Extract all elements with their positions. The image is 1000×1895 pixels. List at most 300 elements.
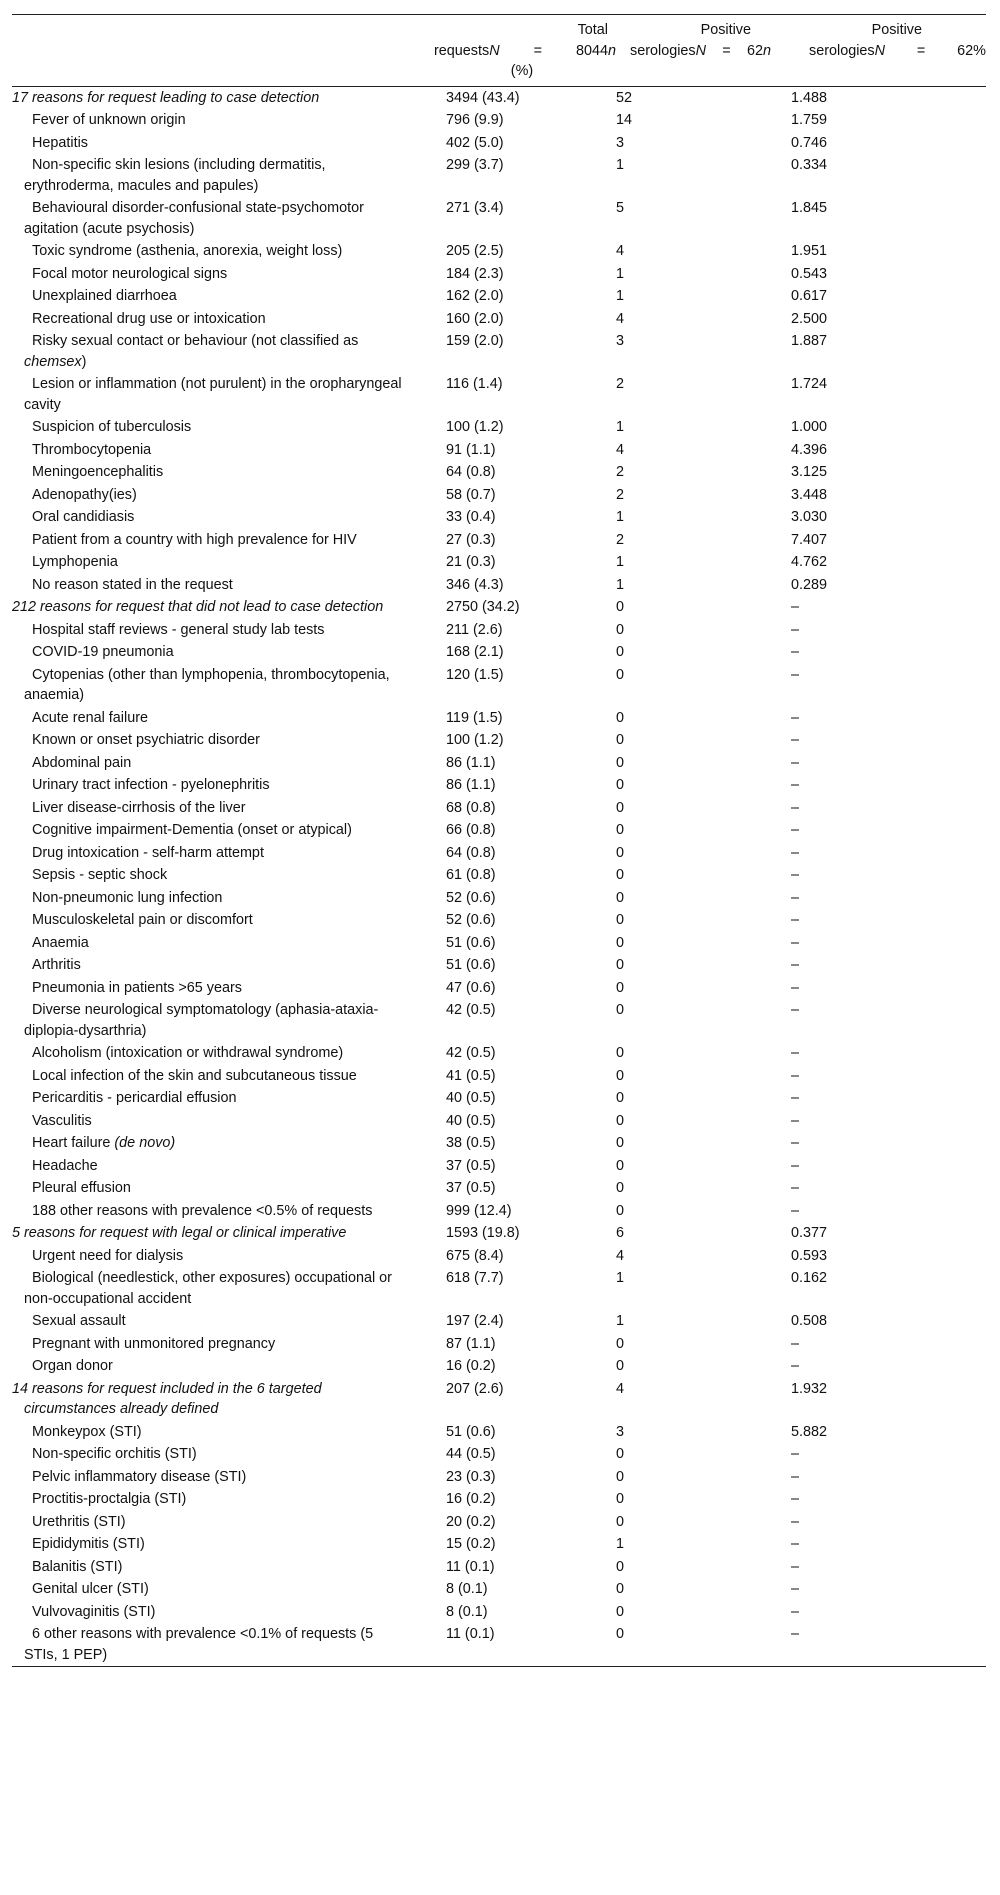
reason-cell: Monkeypox (STI): [32, 1423, 142, 1440]
positive-percent-cell: –: [791, 1045, 800, 1061]
positive-percent-cell: –: [791, 777, 800, 793]
reason-cell: Drug intoxication - self-harm attempt: [32, 844, 264, 861]
positive-count-cell: 1: [616, 288, 625, 304]
header-positive-serologies: Positive serologiesN = 62n: [630, 22, 771, 59]
reason-cell: Cytopenias (other than lymphopenia, thrombocytopenia, anaemia): [24, 666, 390, 703]
positive-count-cell: 0: [616, 1468, 625, 1485]
reason-cell: 188 other reasons with prevalence <0.5% of requests: [32, 1202, 373, 1219]
table-row: [12, 1488, 986, 1511]
positive-count-cell: 14: [616, 112, 633, 128]
positive-percent-cell: 1.724: [791, 376, 828, 392]
positive-percent-cell: 3.125: [791, 464, 828, 480]
positive-percent-cell: –: [791, 709, 800, 726]
positive-percent-cell: –: [791, 1468, 800, 1485]
positive-percent-cell: 1.887: [791, 333, 828, 349]
total-requests-cell: 11 (0.1): [446, 1558, 495, 1575]
reason-cell: Diverse neurological symptomatology (aphasia-ataxia-diplopia-dysarthria): [24, 1002, 379, 1039]
reason-cell: Non-specific orchitis (STI): [32, 1446, 197, 1462]
table-row: [12, 1355, 986, 1378]
total-requests-cell: 38 (0.5): [446, 1135, 496, 1151]
positive-percent-cell: –: [791, 754, 800, 771]
total-requests-cell: 40 (0.5): [446, 1090, 496, 1106]
total-requests-cell: 999 (12.4): [446, 1202, 512, 1219]
total-requests-cell: 41 (0.5): [446, 1067, 496, 1084]
positive-percent-cell: –: [791, 1626, 800, 1642]
reason-cell: Headache: [32, 1157, 98, 1174]
total-requests-cell: 52 (0.6): [446, 889, 496, 906]
positive-count-cell: 1: [616, 265, 625, 282]
positive-count-cell: 4: [616, 1247, 625, 1264]
positive-count-cell: 2: [616, 531, 625, 548]
table-row: [12, 132, 986, 155]
table-row: [12, 1466, 986, 1489]
positive-count-cell: 1: [616, 576, 625, 593]
total-requests-cell: 91 (1.1): [446, 441, 496, 458]
reason-cell: Proctitis-proctalgia (STI): [32, 1491, 187, 1507]
reason-cell: 14 reasons for request included in the 6 targeted circumstances already defined: [12, 1380, 322, 1417]
table-row: [12, 1087, 986, 1110]
positive-count-cell: 5: [616, 200, 625, 216]
positive-count-cell: 4: [616, 243, 625, 259]
table-row: [12, 954, 986, 977]
total-requests-cell: 3494 (43.4): [446, 89, 520, 106]
positive-percent-cell: –: [791, 934, 800, 951]
group-row: [12, 1378, 986, 1421]
reason-cell: Genital ulcer (STI): [32, 1581, 149, 1597]
header-total-requests: Total requestsN = 8044n (%): [434, 22, 616, 79]
total-requests-cell: 197 (2.4): [446, 1313, 504, 1329]
total-requests-cell: 299 (3.7): [446, 157, 504, 173]
positive-count-cell: 0: [616, 1446, 625, 1462]
table-row: [12, 1623, 986, 1667]
table-row: [12, 864, 986, 887]
table-row: [12, 1155, 986, 1178]
positive-percent-cell: 5.882: [791, 1423, 828, 1440]
positive-percent-cell: –: [791, 1581, 800, 1597]
table-row: [12, 1310, 986, 1333]
table-row: [12, 707, 986, 730]
positive-percent-cell: –: [791, 1446, 800, 1462]
total-requests-cell: 207 (2.6): [446, 1380, 504, 1397]
positive-percent-cell: 0.289: [791, 576, 828, 593]
total-requests-cell: 100 (1.2): [446, 732, 504, 748]
table-row: [12, 1333, 986, 1356]
positive-count-cell: 0: [616, 732, 625, 748]
table-row: [12, 574, 986, 597]
positive-percent-cell: 1.845: [791, 200, 828, 216]
positive-percent-cell: 3.030: [791, 509, 828, 525]
reason-cell: Suspicion of tuberculosis: [32, 419, 192, 435]
reason-cell: 5 reasons for request with legal or clinical imperative: [12, 1225, 347, 1241]
total-requests-cell: 160 (2.0): [446, 310, 504, 327]
table-row: [12, 729, 986, 752]
table-row: [12, 1042, 986, 1065]
table-row: [12, 641, 986, 664]
positive-percent-cell: –: [791, 1513, 800, 1530]
table-row: [12, 887, 986, 910]
positive-percent-cell: 1.951: [791, 243, 828, 259]
reason-cell: 212 reasons for request that did not lead to case detection: [12, 599, 384, 615]
positive-percent-cell: 0.543: [791, 265, 828, 282]
positive-count-cell: 0: [616, 1157, 625, 1174]
table-row: [12, 909, 986, 932]
total-requests-cell: 64 (0.8): [446, 464, 496, 480]
total-requests-cell: 2750 (34.2): [446, 599, 520, 615]
group-row: [12, 86, 986, 109]
positive-count-cell: 0: [616, 644, 625, 660]
reason-cell: Heart failure (de novo): [32, 1135, 176, 1151]
positive-count-cell: 0: [616, 599, 625, 615]
total-requests-cell: 33 (0.4): [446, 509, 496, 525]
reason-cell: Urgent need for dialysis: [32, 1247, 184, 1264]
total-requests-cell: 37 (0.5): [446, 1180, 496, 1196]
total-requests-cell: 66 (0.8): [446, 822, 496, 838]
total-requests-cell: 11 (0.1): [446, 1626, 495, 1642]
positive-count-cell: 4: [616, 1380, 625, 1397]
table-body: [12, 86, 986, 1667]
positive-count-cell: 52: [616, 89, 633, 106]
positive-percent-cell: –: [791, 599, 800, 615]
reason-cell: Patient from a country with high prevalence for HIV: [32, 531, 357, 548]
total-requests-cell: 20 (0.2): [446, 1513, 496, 1530]
positive-percent-cell: –: [791, 666, 800, 683]
reason-cell: Urinary tract infection - pyelonephritis: [32, 777, 270, 793]
positive-count-cell: 0: [616, 889, 625, 906]
positive-count-cell: 2: [616, 464, 625, 480]
total-requests-cell: 8 (0.1): [446, 1581, 488, 1597]
positive-count-cell: 6: [616, 1225, 625, 1241]
reason-cell: Pelvic inflammatory disease (STI): [32, 1468, 247, 1485]
reason-cell: Abdominal pain: [32, 754, 132, 771]
positive-count-cell: 1: [616, 1270, 625, 1286]
reason-cell: Cognitive impairment-Dementia (onset or atypical): [32, 822, 352, 838]
reason-cell: Pericarditis - pericardial effusion: [32, 1090, 237, 1106]
reason-cell: No reason stated in the request: [32, 576, 233, 593]
reason-cell: Acute renal failure: [32, 709, 148, 726]
total-requests-cell: 27 (0.3): [446, 531, 496, 548]
reason-cell: Hepatitis: [32, 134, 88, 151]
total-requests-cell: 618 (7.7): [446, 1270, 504, 1286]
total-requests-cell: 100 (1.2): [446, 419, 504, 435]
positive-count-cell: 0: [616, 754, 625, 771]
positive-count-cell: 0: [616, 1513, 625, 1530]
reason-cell: Balanitis (STI): [32, 1558, 123, 1575]
total-requests-cell: 51 (0.6): [446, 934, 496, 951]
positive-percent-cell: –: [791, 1335, 800, 1352]
positive-percent-cell: –: [791, 1067, 800, 1084]
reason-cell: Organ donor: [32, 1358, 113, 1374]
table-row: [12, 1110, 986, 1133]
table-row: [12, 154, 986, 197]
total-requests-cell: 159 (2.0): [446, 333, 504, 349]
positive-percent-cell: 1.932: [791, 1380, 828, 1397]
positive-percent-cell: –: [791, 1002, 800, 1018]
positive-percent-cell: 4.762: [791, 554, 828, 570]
table-row: [12, 529, 986, 552]
reason-cell: Musculoskeletal pain or discomfort: [32, 912, 253, 928]
table-row: [12, 1533, 986, 1556]
total-requests-cell: 21 (0.3): [446, 554, 496, 570]
positive-count-cell: 0: [616, 822, 625, 838]
positive-count-cell: 0: [616, 1090, 625, 1106]
positive-percent-cell: 0.508: [791, 1313, 828, 1329]
total-requests-cell: 205 (2.5): [446, 243, 504, 259]
total-requests-cell: 16 (0.2): [446, 1491, 496, 1507]
table-row: [12, 752, 986, 775]
table-row: [12, 797, 986, 820]
positive-count-cell: 0: [616, 912, 625, 928]
total-requests-cell: 58 (0.7): [446, 486, 496, 503]
total-requests-cell: 23 (0.3): [446, 1468, 496, 1485]
positive-count-cell: 1: [616, 157, 625, 173]
table-row: [12, 285, 986, 308]
positive-percent-cell: –: [791, 1180, 800, 1196]
table-row: [12, 1132, 986, 1155]
total-requests-cell: 64 (0.8): [446, 844, 496, 861]
total-requests-cell: 87 (1.1): [446, 1335, 496, 1352]
positive-percent-cell: 0.746: [791, 134, 828, 151]
reason-cell: Risky sexual contact or behaviour (not classified as chemsex): [24, 333, 359, 370]
positive-percent-cell: 4.396: [791, 441, 828, 458]
table-row: [12, 1065, 986, 1088]
positive-percent-cell: –: [791, 644, 800, 660]
table-row: [12, 461, 986, 484]
total-requests-cell: 68 (0.8): [446, 799, 496, 816]
positive-percent-cell: 7.407: [791, 531, 828, 548]
total-requests-cell: 796 (9.9): [446, 112, 504, 128]
reason-cell: Pleural effusion: [32, 1180, 131, 1196]
table-row: [12, 1177, 986, 1200]
reason-cell: Unexplained diarrhoea: [32, 288, 177, 304]
total-requests-cell: 52 (0.6): [446, 912, 496, 928]
group-row: [12, 1222, 986, 1245]
positive-percent-cell: 0.334: [791, 157, 828, 173]
positive-percent-cell: 2.500: [791, 310, 828, 327]
reason-cell: Non-pneumonic lung infection: [32, 889, 223, 906]
total-requests-cell: 15 (0.2): [446, 1536, 496, 1552]
positive-count-cell: 3: [616, 134, 625, 151]
table-row: [12, 842, 986, 865]
table-row: [12, 551, 986, 574]
positive-count-cell: 0: [616, 1558, 625, 1575]
reason-cell: Anaemia: [32, 934, 89, 951]
table-row: [12, 240, 986, 263]
table-row: [12, 1200, 986, 1223]
reason-cell: Vasculitis: [32, 1112, 92, 1129]
positive-count-cell: 1: [616, 419, 625, 435]
total-requests-cell: 51 (0.6): [446, 957, 496, 973]
table-row: [12, 619, 986, 642]
table-row: [12, 1267, 986, 1310]
total-requests-cell: 675 (8.4): [446, 1247, 504, 1264]
reason-cell: Toxic syndrome (asthenia, anorexia, weight loss): [32, 243, 343, 259]
reason-cell: Sepsis - septic shock: [32, 867, 168, 883]
table-row: [12, 373, 986, 416]
header-positive-percent: Positive serologiesN = 62%: [809, 22, 986, 59]
positive-count-cell: 0: [616, 1491, 625, 1507]
total-requests-cell: 42 (0.5): [446, 1045, 496, 1061]
positive-percent-cell: 1.488: [791, 89, 828, 106]
positive-percent-cell: –: [791, 1536, 800, 1552]
positive-count-cell: 0: [616, 844, 625, 861]
positive-count-cell: 0: [616, 957, 625, 973]
positive-percent-cell: 0.377: [791, 1225, 828, 1241]
positive-percent-cell: –: [791, 732, 800, 748]
positive-percent-cell: –: [791, 1202, 800, 1219]
reason-cell: Thrombocytopenia: [32, 441, 152, 458]
table-row: [12, 819, 986, 842]
total-requests-cell: 116 (1.4): [446, 376, 503, 392]
reason-cell: Adenopathy(ies): [32, 486, 137, 503]
reason-cell: Meningoencephalitis: [32, 464, 164, 480]
positive-percent-cell: –: [791, 979, 800, 996]
total-requests-cell: 211 (2.6): [446, 621, 503, 638]
reason-cell: Biological (needlestick, other exposures) occupational or non-occupational accident: [24, 1270, 392, 1307]
table-row: [12, 1443, 986, 1466]
positive-count-cell: 2: [616, 376, 625, 392]
positive-count-cell: 0: [616, 1045, 625, 1061]
positive-count-cell: 0: [616, 934, 625, 951]
table-row: [12, 977, 986, 1000]
total-requests-cell: 42 (0.5): [446, 1002, 496, 1018]
total-requests-cell: 40 (0.5): [446, 1112, 496, 1129]
reason-cell: Liver disease-cirrhosis of the liver: [32, 799, 246, 816]
total-requests-cell: 61 (0.8): [446, 867, 496, 883]
positive-count-cell: 0: [616, 1581, 625, 1597]
reason-cell: Alcoholism (intoxication or withdrawal syndrome): [32, 1045, 344, 1061]
positive-count-cell: 1: [616, 554, 625, 570]
positive-percent-cell: –: [791, 1358, 800, 1374]
positive-percent-cell: –: [791, 1491, 800, 1507]
table-row: [12, 774, 986, 797]
positive-count-cell: 0: [616, 1002, 625, 1018]
reason-cell: Oral candidiasis: [32, 509, 135, 525]
reason-cell: Local infection of the skin and subcutaneous tissue: [32, 1067, 357, 1084]
reason-cell: Epididymitis (STI): [32, 1536, 145, 1552]
header-reason: [12, 15, 428, 87]
reason-cell: COVID-19 pneumonia: [32, 644, 174, 660]
positive-percent-cell: –: [791, 1603, 800, 1620]
positive-count-cell: 2: [616, 486, 625, 503]
reason-cell: Arthritis: [32, 957, 81, 973]
positive-count-cell: 0: [616, 1112, 625, 1129]
reasons-table: [12, 14, 986, 1667]
positive-count-cell: 0: [616, 666, 625, 683]
positive-percent-cell: 3.448: [791, 486, 828, 503]
reason-cell: Non-specific skin lesions (including dermatitis, erythroderma, macules and papules): [24, 157, 326, 194]
positive-count-cell: 0: [616, 709, 625, 726]
positive-percent-cell: –: [791, 912, 800, 928]
positive-count-cell: 0: [616, 1135, 625, 1151]
reason-cell: Behavioural disorder-confusional state-psychomotor agitation (acute psychosis): [24, 200, 364, 237]
reason-cell: Focal motor neurological signs: [32, 265, 228, 282]
positive-percent-cell: –: [791, 889, 800, 906]
positive-percent-cell: –: [791, 1135, 800, 1151]
reason-cell: Recreational drug use or intoxication: [32, 310, 266, 327]
positive-count-cell: 0: [616, 979, 625, 996]
total-requests-cell: 86 (1.1): [446, 777, 496, 793]
table-row: [12, 263, 986, 286]
positive-percent-cell: –: [791, 957, 800, 973]
table-row: [12, 506, 986, 529]
positive-percent-cell: –: [791, 867, 800, 883]
table-row: [12, 1245, 986, 1268]
reason-cell: Sexual assault: [32, 1313, 126, 1329]
positive-percent-cell: 0.593: [791, 1247, 828, 1264]
total-requests-cell: 120 (1.5): [446, 666, 504, 683]
positive-percent-cell: –: [791, 1112, 800, 1129]
table-row: [12, 416, 986, 439]
table-header: [12, 15, 986, 87]
total-requests-cell: 44 (0.5): [446, 1446, 496, 1462]
reason-cell: Lymphopenia: [32, 554, 118, 570]
table-row: [12, 439, 986, 462]
table-row: [12, 999, 986, 1042]
table-row: [12, 1421, 986, 1444]
positive-percent-cell: –: [791, 822, 800, 838]
table-row: [12, 1511, 986, 1534]
positive-count-cell: 0: [616, 1603, 625, 1620]
positive-count-cell: 0: [616, 867, 625, 883]
table-row: [12, 484, 986, 507]
total-requests-cell: 1593 (19.8): [446, 1225, 520, 1241]
total-requests-cell: 119 (1.5): [446, 709, 503, 726]
positive-count-cell: 1: [616, 1313, 625, 1329]
table-row: [12, 109, 986, 132]
group-row: [12, 596, 986, 619]
positive-percent-cell: –: [791, 1090, 800, 1106]
positive-percent-cell: –: [791, 844, 800, 861]
reason-cell: 6 other reasons with prevalence <0.1% of requests (5 STIs, 1 PEP): [24, 1626, 374, 1663]
reason-cell: Pregnant with unmonitored pregnancy: [32, 1335, 276, 1352]
positive-count-cell: 0: [616, 1626, 625, 1642]
positive-percent-cell: –: [791, 1157, 800, 1174]
positive-percent-cell: –: [791, 621, 800, 638]
table-row: [12, 1556, 986, 1579]
table-row: [12, 197, 986, 240]
positive-percent-cell: 1.759: [791, 112, 828, 128]
total-requests-cell: 47 (0.6): [446, 979, 496, 996]
positive-count-cell: 0: [616, 1202, 625, 1219]
table-row: [12, 330, 986, 373]
total-requests-cell: 168 (2.1): [446, 644, 504, 660]
table-row: [12, 664, 986, 707]
positive-count-cell: 4: [616, 310, 625, 327]
reason-cell: Urethritis (STI): [32, 1513, 126, 1530]
positive-count-cell: 3: [616, 333, 625, 349]
positive-count-cell: 1: [616, 1536, 625, 1552]
table-row: [12, 932, 986, 955]
total-requests-cell: 271 (3.4): [446, 200, 504, 216]
total-requests-cell: 16 (0.2): [446, 1358, 496, 1374]
reason-cell: Hospital staff reviews - general study lab tests: [32, 621, 325, 638]
positive-percent-cell: 0.617: [791, 288, 828, 304]
table-row: [12, 1601, 986, 1624]
positive-count-cell: 0: [616, 777, 625, 793]
reason-cell: Fever of unknown origin: [32, 112, 186, 128]
positive-count-cell: 0: [616, 1180, 625, 1196]
positive-count-cell: 0: [616, 621, 625, 638]
total-requests-cell: 86 (1.1): [446, 754, 496, 771]
total-requests-cell: 184 (2.3): [446, 265, 504, 282]
reason-cell: 17 reasons for request leading to case detection: [12, 89, 320, 106]
table-row: [12, 1578, 986, 1601]
positive-count-cell: 0: [616, 1067, 625, 1084]
total-requests-cell: 346 (4.3): [446, 576, 504, 593]
positive-count-cell: 1: [616, 509, 625, 525]
reason-cell: Known or onset psychiatric disorder: [32, 732, 260, 748]
positive-count-cell: 0: [616, 799, 625, 816]
